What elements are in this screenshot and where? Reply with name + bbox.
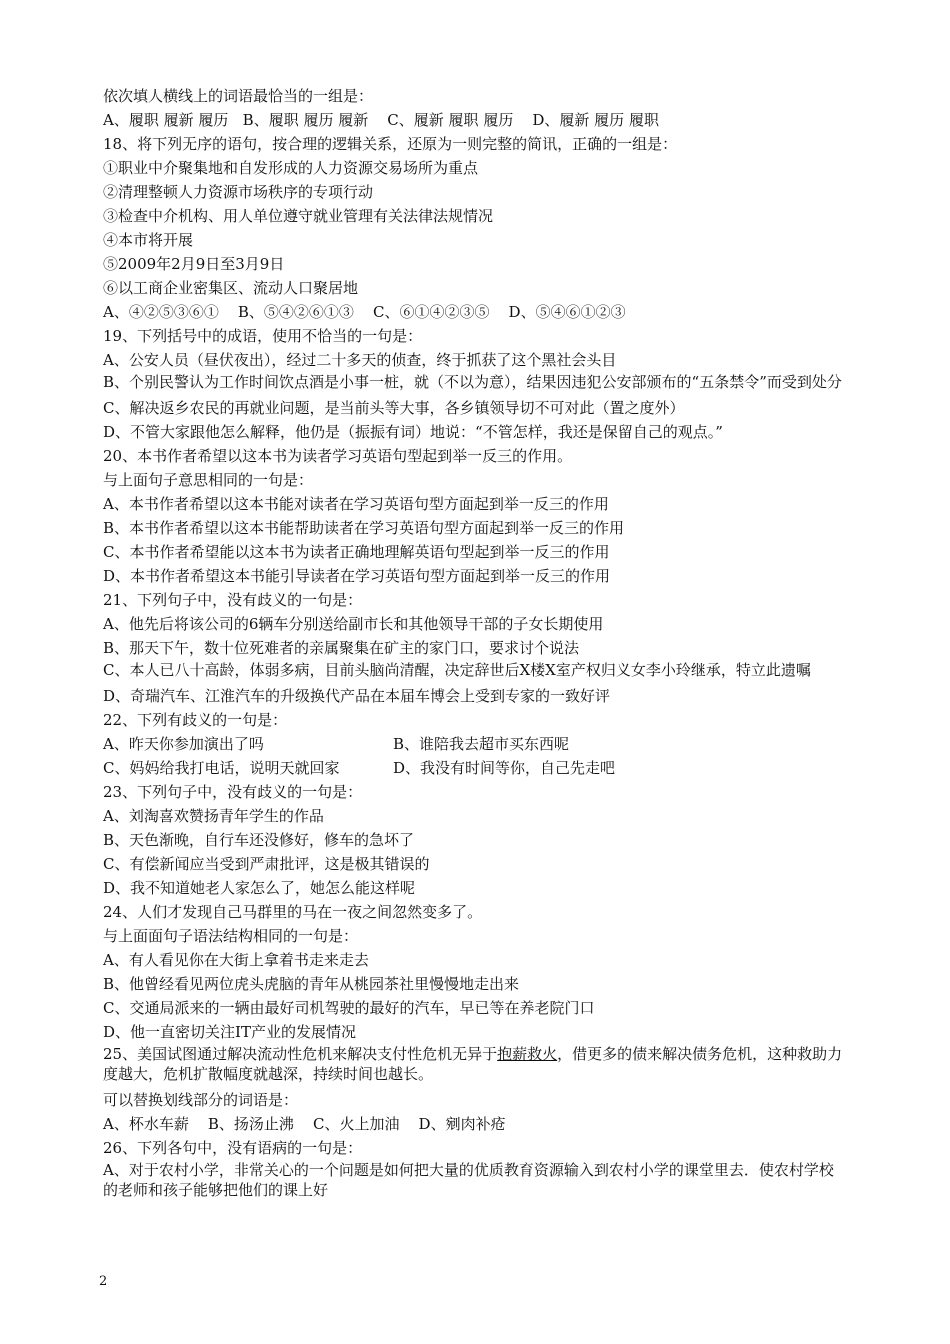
text-line: 22、下列有歧义的一句是：: [103, 711, 288, 729]
text-line: 20、本书作者希望以这本书为读者学习英语句型起到举一反三的作用。: [103, 447, 573, 465]
option-text: B、谁陪我去超市买东西呢: [393, 735, 570, 753]
text-line: D、奇瑞汽车、江淮汽车的升级换代产品在本届车博会上受到专家的一致好评: [103, 687, 611, 705]
text-line: ③检查中介机构、用人单位遵守就业管理有关法律法规情况: [103, 207, 494, 225]
text-line: 与上面句子意思相同的一句是：: [103, 471, 314, 489]
text-line: 可以替换划线部分的词语是：: [103, 1091, 299, 1109]
text-paragraph: B、个别民警认为工作时间饮点酒是小事一桩，就（不以为意），结果因违犯公安部颁布的“五条禁令”而受到处分: [103, 373, 842, 391]
text-line: 21、下列句子中，没有歧义的一句是：: [103, 591, 363, 609]
page-content: [103, 84, 843, 1204]
options-row: [103, 732, 843, 756]
text-line: D、他一直密切关注IT产业的发展情况: [103, 1023, 356, 1041]
text-line: 19、下列括号中的成语，使用不恰当的一句是：: [103, 327, 423, 345]
text-line: B、天色渐晚，自行车还没修好，修车的急坏了: [103, 831, 415, 849]
text-line: A、刘淘喜欢赞扬青年学生的作品: [103, 807, 324, 825]
option-text: C、妈妈给我打电话，说明天就回家: [103, 759, 340, 777]
underlined-phrase: 抱薪救火: [497, 1045, 558, 1063]
text-paragraph: [103, 1044, 843, 1084]
text-line: D、本书作者希望这本书能引导读者在学习英语句型方面起到举一反三的作用: [103, 567, 611, 585]
text-line: A、本书作者希望以这本书能对读者在学习英语句型方面起到举一反三的作用: [103, 495, 609, 513]
text-line: ⑥以工商企业密集区、流动人口聚居地: [103, 279, 359, 297]
options-row: [103, 756, 843, 780]
text-line: ①职业中介聚集地和自发形成的人力资源交易场所为重点: [103, 159, 479, 177]
text-line: 24、人们才发现自己马群里的马在一夜之间忽然变多了。: [103, 903, 483, 921]
text-line: 18、将下列无序的语句，按合理的逻辑关系，还原为一则完整的简讯，正确的一组是：: [103, 135, 678, 153]
text-line: A、杯水车薪 B、扬汤止沸 C、火上加油 D、剜肉补疮: [103, 1115, 506, 1133]
text-line: D、不管大家跟他怎么解释，他仍是（振振有词）地说：“不管怎样，我还是保留自己的观点。”: [103, 423, 723, 441]
text-line: ⑤2009年2月9日至3月9日: [103, 255, 285, 273]
text-line: B、那天下午，数十位死难者的亲属聚集在矿主的家门口，要求讨个说法: [103, 639, 580, 657]
text-line: C、解决返乡农民的再就业问题，是当前头等大事，各乡镇领导切不可对此（置之度外）: [103, 399, 685, 417]
page-number: 2: [99, 1274, 108, 1289]
text-line: B、他曾经看见两位虎头虎脑的青年从桃园茶社里慢慢地走出来: [103, 975, 520, 993]
text-line: D、我不知道她老人家怎么了，她怎么能这样呢: [103, 879, 416, 897]
text-line: A、④②⑤③⑥① B、⑤④②⑥①③ C、⑥①④②③⑤ D、⑤④⑥①②③: [103, 303, 626, 321]
text-line: C、本书作者希望能以这本书为读者正确地理解英语句型起到举一反三的作用: [103, 543, 610, 561]
text-line: B、本书作者希望以这本书能帮助读者在学习英语句型方面起到举一反三的作用: [103, 519, 625, 537]
text-line: C、有偿新闻应当受到严肃批评，这是极其错误的: [103, 855, 430, 873]
text-span: 25、美国试图通过解决流动性危机来解决支付性危机无异于: [103, 1045, 498, 1063]
text-line: C、交通局派来的一辆由最好司机驾驶的最好的汽车，早已等在养老院门口: [103, 999, 595, 1017]
text-line: A、公安人员（昼伏夜出），经过二十多天的侦查，终于抓获了这个黑社会头目: [103, 351, 617, 369]
text-line: 与上面面句子语法结构相同的一句是：: [103, 927, 359, 945]
text-line: A、他先后将该公司的6辆车分别送给副市长和其他领导干部的子女长期使用: [103, 615, 604, 633]
text-line: 26、下列各句中，没有语病的一句是：: [103, 1139, 363, 1157]
option-text: A、昨天你参加演出了吗: [103, 735, 264, 753]
text-paragraph: A、对于农村小学，非常关心的一个问题是如何把大量的优质教育资源输入到农村小学的课堂里去．使农村学校的老师和孩子能够把他们的课上好: [103, 1161, 834, 1199]
text-line: 依次填人横线上的词语最恰当的一组是：: [103, 87, 374, 105]
text-line: A、有人看见你在大街上拿着书走来走去: [103, 951, 369, 969]
text-line: ④本市将开展: [103, 231, 194, 249]
text-line: A、履职 履新 履历 B、履职 履历 履新 C、履新 履职 履历 D、履新 履历 履职: [103, 111, 659, 129]
text-span: ，借更多的债来解决债务危机，这种救助力度越大，危机扩散幅度就越深，持续时间也越长。: [103, 1045, 843, 1083]
text-line: 23、下列句子中，没有歧义的一句是：: [103, 783, 363, 801]
option-text: D、我没有时间等你，自己先走吧: [393, 759, 616, 777]
text-paragraph: C、本人已八十高龄，体弱多病，目前头脑尚清醒，决定辞世后X楼X室产权归义女李小玲继承，特立此遗嘱: [103, 661, 811, 679]
text-line: ②清理整顿人力资源市场秩序的专项行动: [103, 183, 374, 201]
